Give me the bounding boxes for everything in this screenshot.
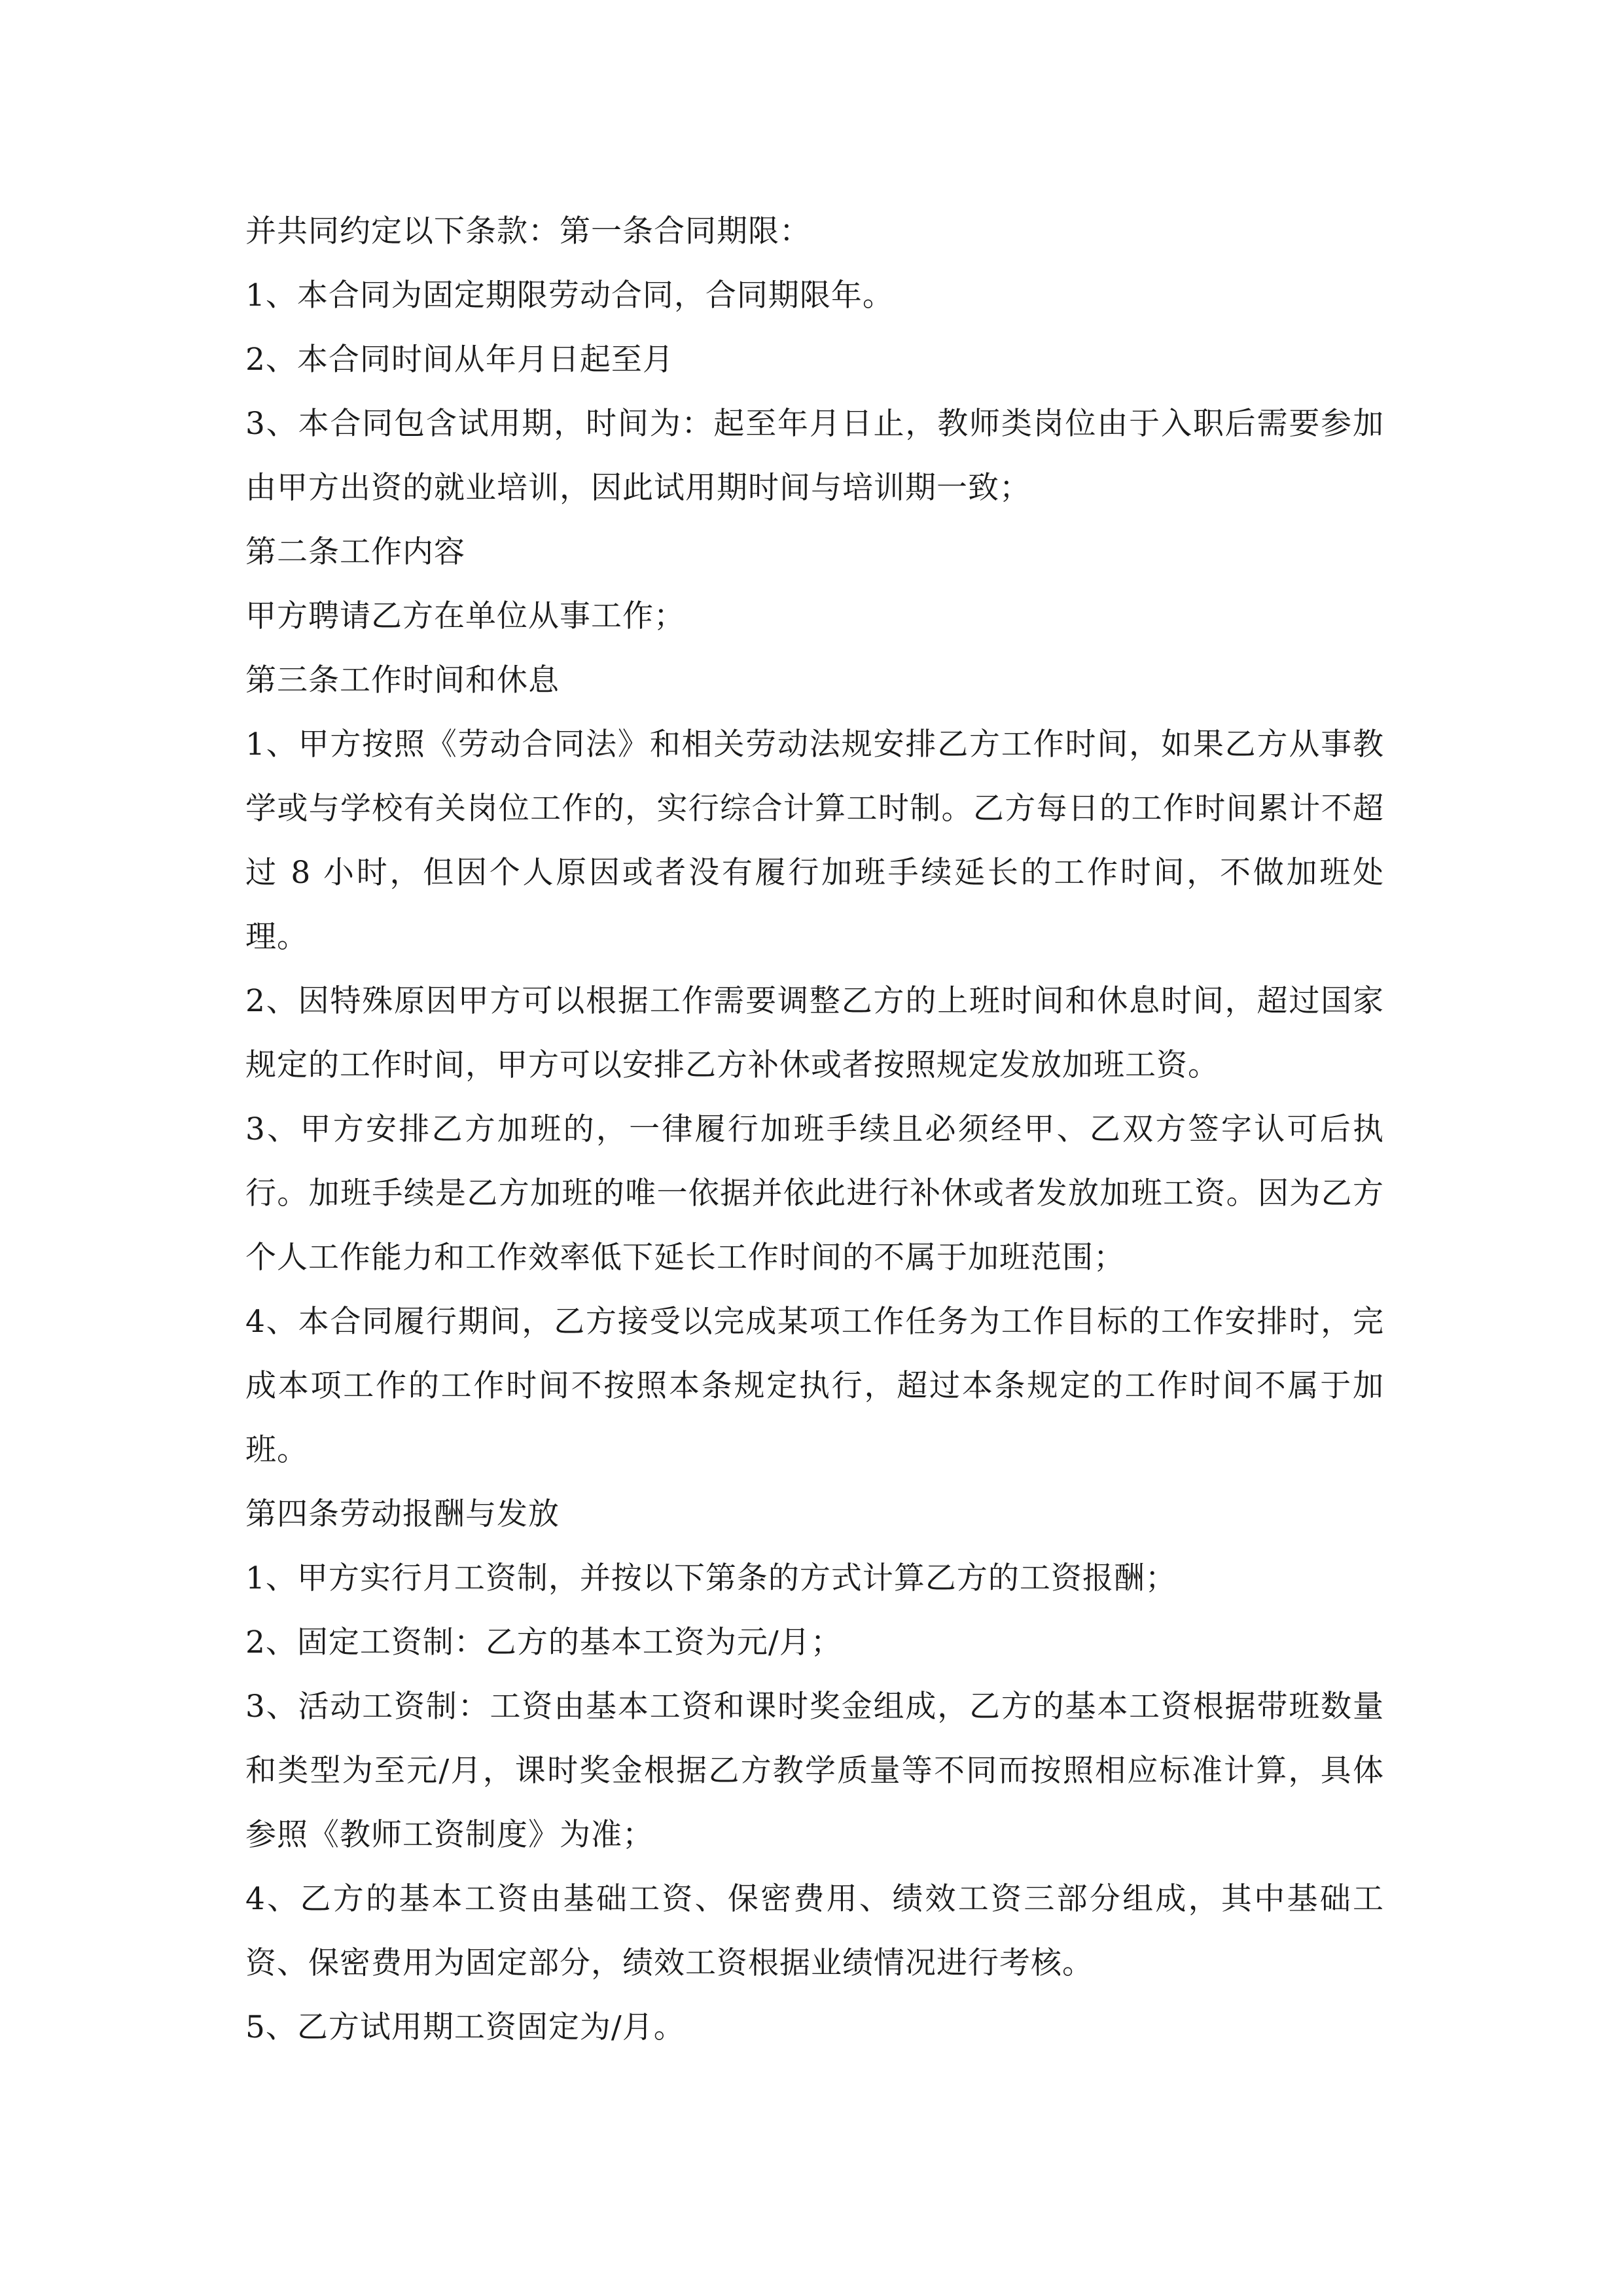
- contract-body: [245, 200, 1384, 2060]
- article3-item2: 2、因特殊原因甲方可以根据工作需要调整乙方的上班时间和休息时间，超过国家规定的工作时间，甲方可以安排乙方补休或者按照规定发放加班工资。: [245, 983, 1384, 1083]
- article4-item3: 3、活动工资制：工资由基本工资和课时奖金组成，乙方的基本工资根据带班数量和类型为至元/月，课时奖金根据乙方教学质量等不同而按照相应标准计算，具体参照《教师工资制度》为准；: [245, 1689, 1384, 1853]
- article2-heading: 第二条工作内容: [245, 534, 465, 570]
- article4-item2: 2、固定工资制：乙方的基本工资为元/月；: [245, 1624, 842, 1660]
- article1-item3: 3、本合同包含试用期，时间为：起至年月日止，教师类岗位由于入职后需要参加由甲方出资的就业培训，因此试用期时间与培训期一致；: [245, 406, 1384, 506]
- article4-item5: 5、乙方试用期工资固定为/月。: [245, 2009, 685, 2045]
- article3-item1: 1、甲方按照《劳动合同法》和相关劳动法规安排乙方工作时间，如果乙方从事教学或与学校有关岗位工作的，实行综合计算工时制。乙方每日的工作时间累计不超过 8 小时，但因个人原因或者没有履行加班手续延长的工作时间，不做加班处理。: [245, 726, 1384, 955]
- article3-item3: 3、甲方安排乙方加班的，一律履行加班手续且必须经甲、乙双方签字认可后执行。加班手续是乙方加班的唯一依据并依此进行补休或者发放加班工资。因为乙方个人工作能力和工作效率低下延长工作时间的不属于加班范围；: [245, 1111, 1384, 1276]
- article4-heading: 第四条劳动报酬与发放: [245, 1496, 560, 1532]
- article4-item4: 4、乙方的基本工资由基础工资、保密费用、绩效工资三部分组成，其中基础工资、保密费用为固定部分，绩效工资根据业绩情况进行考核。: [245, 1881, 1384, 1981]
- article3-heading: 第三条工作时间和休息: [245, 662, 560, 698]
- clause-intro: 并共同约定以下条款：第一条合同期限：: [245, 213, 811, 249]
- article4-item1: 1、甲方实行月工资制，并按以下第条的方式计算乙方的工资报酬；: [245, 1560, 1177, 1596]
- article1-item2: 2、本合同时间从年月日起至月: [245, 342, 674, 378]
- article1-item1: 1、本合同为固定期限劳动合同，合同期限年。: [245, 278, 894, 314]
- article2-body: 甲方聘请乙方在单位从事工作；: [245, 598, 685, 634]
- article3-item4: 4、本合同履行期间，乙方接受以完成某项工作任务为工作目标的工作安排时，完成本项工作的工作时间不按照本条规定执行，超过本条规定的工作时间不属于加班。: [245, 1304, 1384, 1468]
